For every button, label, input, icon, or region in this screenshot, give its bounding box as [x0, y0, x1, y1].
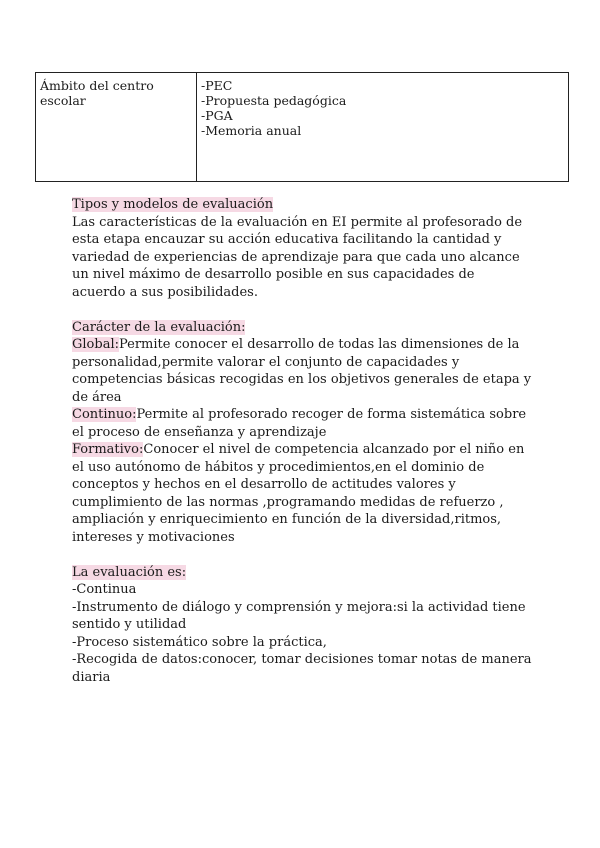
- caracter-heading: Carácter de la evaluación:: [72, 319, 246, 335]
- evaluacion-heading: La evaluación es:: [72, 564, 187, 580]
- continuo-text: Permite al profesorado recoger de forma sistemática sobre el proceso de enseñanza y aprendizaje: [72, 407, 527, 440]
- formativo-label: Formativo:: [72, 442, 144, 457]
- list-item: -Memoria anual: [201, 123, 302, 138]
- list-item: -PEC: [201, 78, 233, 93]
- list-item: -Continua: [72, 582, 137, 597]
- formativo-text: Conocer el nivel de competencia alcanzado por el niño en el uso autónomo de hábitos y procedimientos,en el dominio de conceptos y hechos en el desarrollo de actitudes valores y cumplimiento de las normas ,programando medidas de refuerzo , ampliación y enriquecimiento en función de la diversidad,ritmos, intereses y motivaciones: [72, 442, 525, 545]
- tipos-paragraph: Las características de la evaluación en EI permite al profesorado de esta etapa encauzar su acción educativa facilitando la cantidad y variedad de experiencias de aprendizaje para que cada uno alcance un nivel máximo de desarrollo posible en sus capacidades de acuerdo a sus posibilidades.: [72, 214, 523, 300]
- list-item: -PGA: [201, 108, 233, 123]
- table-row: [36, 73, 569, 182]
- global-text: Permite conocer el desarrollo de todas las dimensiones de la personalidad,permite valorar el conjunto de capacidades y competencias básicas recogidas en los objetivos generales de etapa y de área: [72, 337, 532, 405]
- table-cell-scope: [36, 73, 197, 182]
- documents-list: [201, 78, 564, 138]
- list-item: -Instrumento de diálogo y comprensión y mejora:si la actividad tiene sentido y utilidad: [72, 599, 526, 632]
- continuo-paragraph: [72, 406, 532, 441]
- tipos-heading: Tipos y modelos de evaluación: [72, 197, 274, 212]
- continuo-label: Continuo:: [72, 407, 137, 422]
- formativo-paragraph: [72, 441, 532, 546]
- scope-label: Ámbito del centro escolar: [40, 78, 154, 108]
- body-content: [72, 196, 532, 686]
- table-cell-documents: [197, 73, 569, 182]
- global-label: Global:: [72, 337, 119, 352]
- context-table: [35, 72, 569, 182]
- list-item: -Recogida de datos:conocer, tomar decisiones tomar notas de manera diaria: [72, 652, 532, 685]
- list-item: -Proceso sistemático sobre la práctica,: [72, 634, 327, 650]
- list-item: -Propuesta pedagógica: [201, 93, 347, 108]
- global-paragraph: [72, 336, 532, 406]
